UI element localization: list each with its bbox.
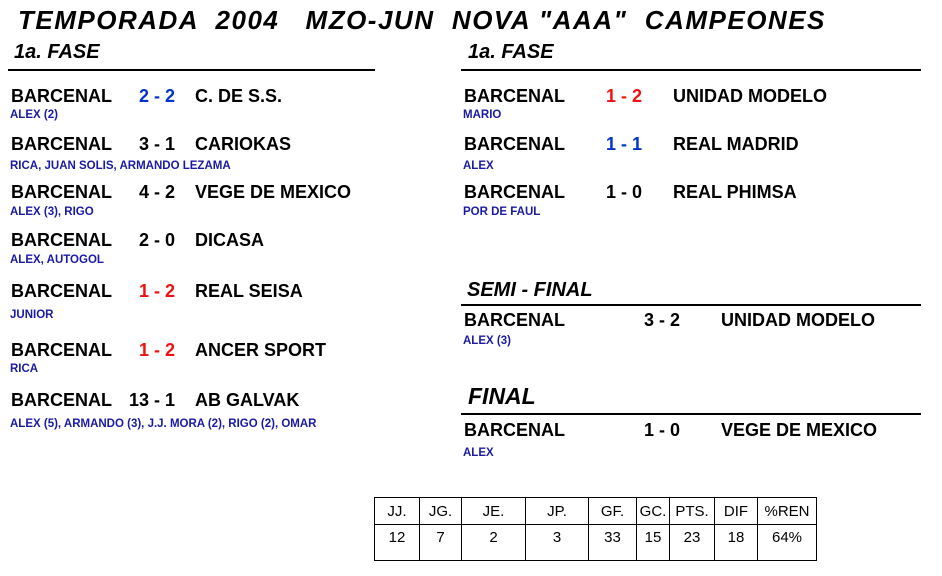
home-team: BARCENAL bbox=[464, 310, 565, 330]
home-team: BARCENAL bbox=[464, 134, 565, 154]
away-team: C. DE S.S. bbox=[195, 86, 283, 106]
match-scorers: ALEX, AUTOGOL bbox=[10, 254, 104, 266]
stats-value-cell: 12 bbox=[375, 525, 420, 561]
home-team: BARCENAL bbox=[11, 86, 112, 106]
away-team: UNIDAD MODELO bbox=[673, 86, 827, 106]
away-team: CARIOKAS bbox=[195, 134, 292, 154]
stats-value-cell: 64% bbox=[758, 525, 817, 561]
match-score: 1 - 2 bbox=[139, 340, 176, 360]
away-team: REAL SEISA bbox=[195, 281, 303, 301]
stats-value-cell: 23 bbox=[670, 525, 715, 561]
stats-value-row bbox=[375, 525, 817, 561]
match-score: 4 - 2 bbox=[139, 182, 176, 202]
stats-header-cell: JG. bbox=[420, 498, 462, 525]
home-team: BARCENAL bbox=[11, 182, 112, 202]
stats-header-cell: JP. bbox=[526, 498, 589, 525]
match-score: 3 - 2 bbox=[644, 310, 681, 330]
match-score: 1 - 0 bbox=[644, 420, 681, 440]
final-label: FINAL bbox=[468, 383, 536, 409]
semi-final-divider bbox=[461, 304, 921, 306]
home-team: BARCENAL bbox=[464, 420, 565, 440]
stats-value-cell: 7 bbox=[420, 525, 462, 561]
match-score: 13 - 1 bbox=[129, 390, 176, 410]
match-score: 3 - 1 bbox=[139, 134, 176, 154]
away-team: REAL MADRID bbox=[673, 134, 799, 154]
away-team: ANCER SPORT bbox=[195, 340, 327, 360]
match-scorers: MARIO bbox=[463, 109, 502, 121]
semi-final-label: SEMI - FINAL bbox=[467, 279, 593, 301]
away-team: REAL PHIMSA bbox=[673, 182, 797, 202]
away-team: DICASA bbox=[195, 230, 265, 250]
home-team: BARCENAL bbox=[464, 182, 565, 202]
match-scorers: RICA, JUAN SOLIS, ARMANDO LEZAMA bbox=[10, 160, 231, 172]
match-scorers: ALEX (5), ARMANDO (3), J.J. MORA (2), RIGO (2), OMAR bbox=[10, 418, 317, 430]
home-team: BARCENAL bbox=[11, 281, 112, 301]
home-team: BARCENAL bbox=[11, 230, 112, 250]
left-phase-divider bbox=[8, 69, 375, 71]
match-score: 2 - 0 bbox=[139, 230, 176, 250]
match-scorers: ALEX (3), RIGO bbox=[10, 206, 94, 218]
match-scorers: ALEX (3) bbox=[463, 335, 511, 347]
stats-value-cell: 33 bbox=[589, 525, 637, 561]
match-scorers: POR DE FAUL bbox=[463, 206, 541, 218]
right-phase-label: 1a. FASE bbox=[468, 41, 554, 63]
match-score: 1 - 0 bbox=[606, 182, 643, 202]
left-phase-label: 1a. FASE bbox=[14, 41, 100, 63]
stats-header-row bbox=[375, 498, 817, 525]
match-scorers: JUNIOR bbox=[10, 309, 54, 321]
stats-header-cell: PTS. bbox=[670, 498, 715, 525]
final-divider bbox=[461, 413, 921, 415]
stats-value-cell: 3 bbox=[526, 525, 589, 561]
page-title: TEMPORADA 2004 MZO-JUN NOVA "AAA" CAMPEONES bbox=[18, 5, 826, 35]
match-score: 1 - 2 bbox=[606, 86, 643, 106]
match-scorers: RICA bbox=[10, 363, 39, 375]
stats-header-cell: %REN bbox=[758, 498, 817, 525]
home-team: BARCENAL bbox=[11, 134, 112, 154]
away-team: VEGE DE MEXICO bbox=[721, 420, 878, 440]
match-score: 1 - 1 bbox=[606, 134, 643, 154]
match-score: 2 - 2 bbox=[139, 86, 176, 106]
stats-header-cell: DIF bbox=[715, 498, 758, 525]
home-team: BARCENAL bbox=[11, 340, 112, 360]
away-team: VEGE DE MEXICO bbox=[195, 182, 352, 202]
stats-header-cell: JE. bbox=[462, 498, 526, 525]
home-team: BARCENAL bbox=[464, 86, 565, 106]
stats-header-cell: GF. bbox=[589, 498, 637, 525]
match-scorers: ALEX bbox=[463, 160, 494, 172]
away-team: AB GALVAK bbox=[195, 390, 300, 410]
stats-value-cell: 2 bbox=[462, 525, 526, 561]
stats-header-cell: JJ. bbox=[375, 498, 420, 525]
right-phase-divider bbox=[461, 69, 921, 71]
match-scorers: ALEX bbox=[463, 447, 494, 459]
stats-header-cell: GC. bbox=[637, 498, 670, 525]
stats-value-cell: 18 bbox=[715, 525, 758, 561]
stats-value-cell: 15 bbox=[637, 525, 670, 561]
season-stats-table bbox=[374, 497, 817, 561]
match-score: 1 - 2 bbox=[139, 281, 176, 301]
away-team: UNIDAD MODELO bbox=[721, 310, 875, 330]
match-scorers: ALEX (2) bbox=[10, 109, 58, 121]
home-team: BARCENAL bbox=[11, 390, 112, 410]
